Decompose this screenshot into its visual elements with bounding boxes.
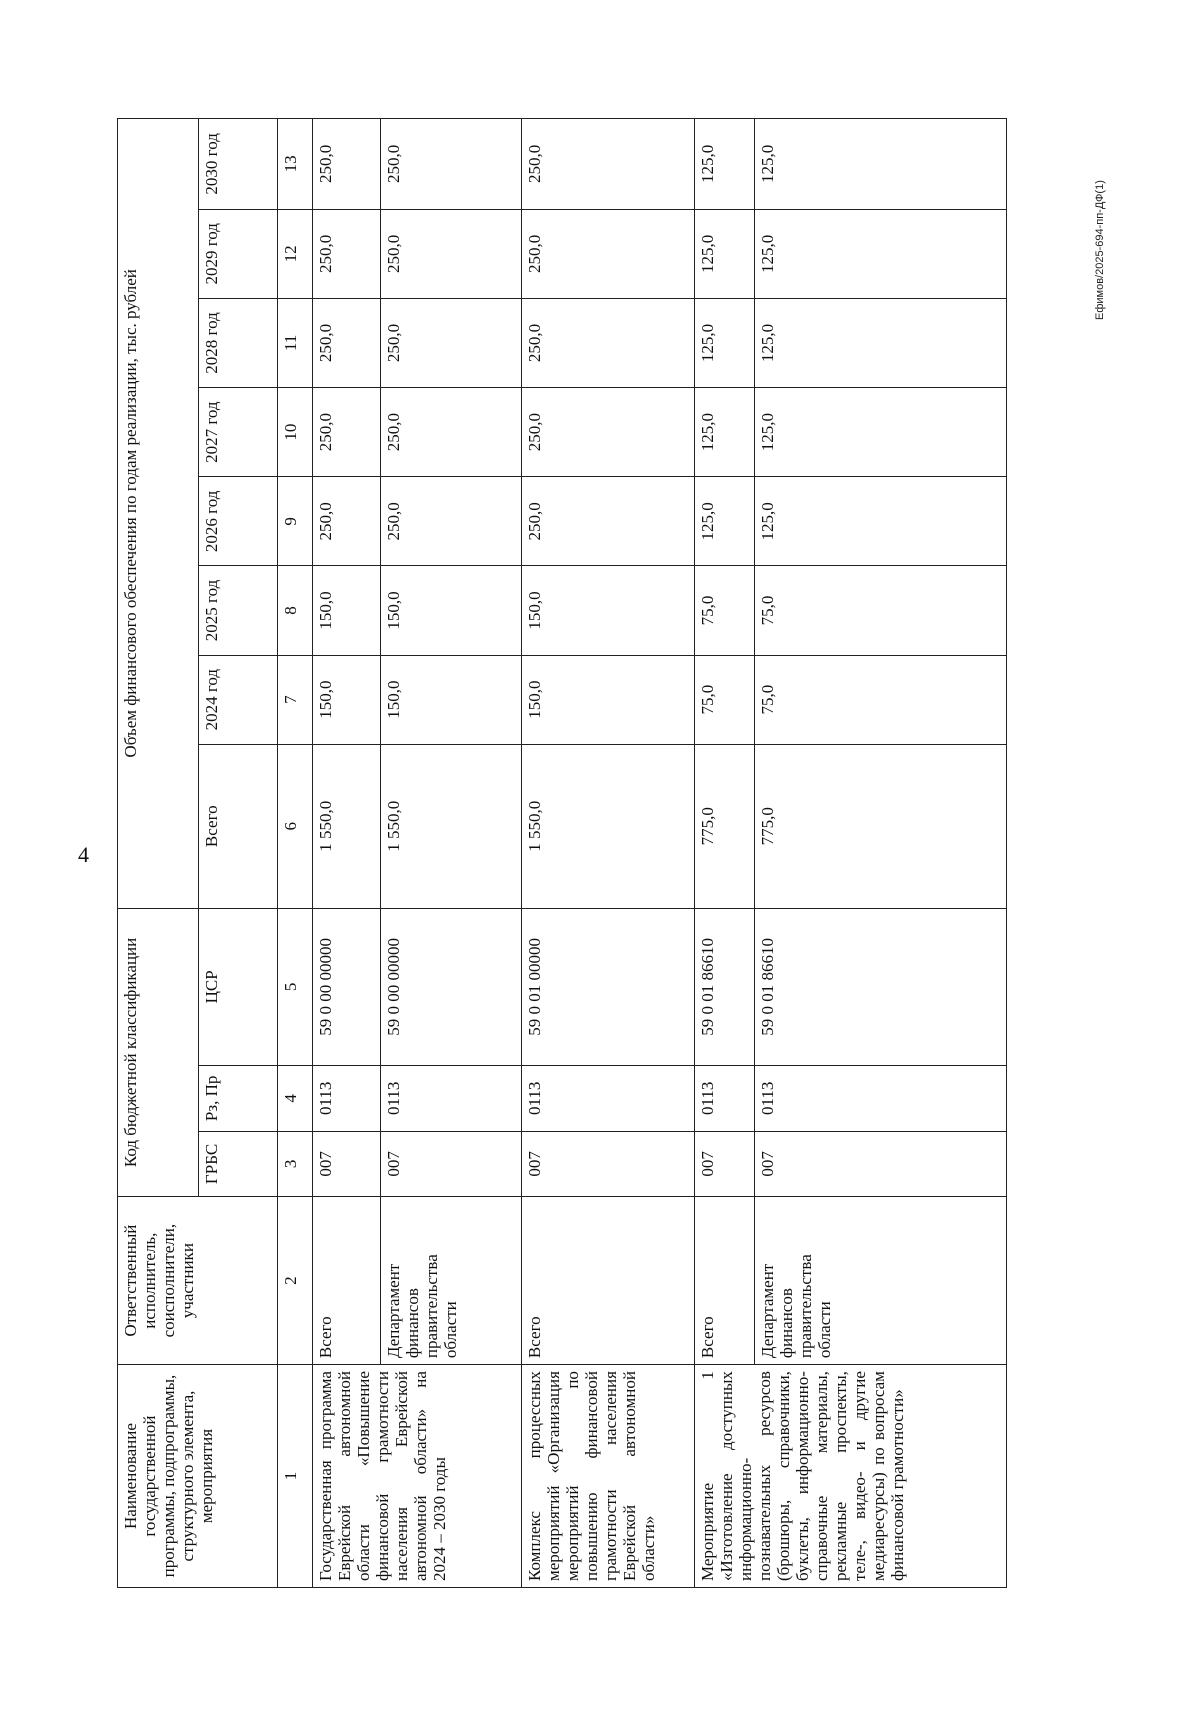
row-responsible: Всего xyxy=(313,1197,380,1365)
row-2030: 125,0 xyxy=(695,119,755,210)
row-2024: 150,0 xyxy=(313,655,380,744)
funding-table xyxy=(117,118,1007,1588)
header-funding: Объем финансового обеспечения по годам реализации, тыс. рублей xyxy=(118,119,199,909)
column-number: 5 xyxy=(277,908,313,1065)
row-2029: 250,0 xyxy=(313,209,380,298)
row-2027: 250,0 xyxy=(380,388,521,477)
row-csr: 59 0 00 00000 xyxy=(380,908,521,1065)
column-number: 6 xyxy=(277,744,313,908)
header-2030: 2030 год xyxy=(199,119,277,210)
header-budget-code: Код бюджетной классификации xyxy=(118,908,199,1197)
row-csr: 59 0 00 00000 xyxy=(313,908,380,1065)
row-responsible: Всего xyxy=(695,1197,755,1365)
row-grbs: 007 xyxy=(380,1131,521,1197)
row-2026: 250,0 xyxy=(380,477,521,566)
row-rzpr: 0113 xyxy=(521,1066,695,1132)
header-grbs: ГРБС xyxy=(199,1131,277,1197)
row-2029: 250,0 xyxy=(521,209,695,298)
header-name: Наименование государственной программы, подпрограммы, структурного элемента, мероприятия xyxy=(118,1365,278,1588)
row-2024: 150,0 xyxy=(380,655,521,744)
row-2024: 75,0 xyxy=(695,655,755,744)
header-2025: 2025 год xyxy=(199,566,277,655)
row-name-program: Государственная программа Еврейской автономной области «Повышение финансовой грамотности населения Еврейской автономной области» на 2024 – 2030 годы xyxy=(313,1365,521,1588)
row-grbs: 007 xyxy=(695,1131,755,1197)
header-2029: 2029 год xyxy=(199,209,277,298)
row-2025: 150,0 xyxy=(521,566,695,655)
row-2026: 125,0 xyxy=(755,477,1007,566)
row-2030: 250,0 xyxy=(521,119,695,210)
row-2028: 250,0 xyxy=(521,298,695,387)
row-total: 1 550,0 xyxy=(313,744,380,908)
row-2029: 125,0 xyxy=(695,209,755,298)
row-2027: 125,0 xyxy=(695,388,755,477)
rotated-table-wrapper xyxy=(117,118,1007,1588)
row-name-measure: Мероприятие 1 «Изготовление доступных информационно-познавательных ресурсов (брошюры, справочники, буклеты, информационно-справочные материалы, рекламные проспекты, теле-, видео- и другие медиаресурсы) по вопросам финансовой грамотности» xyxy=(695,1365,1007,1588)
table-row xyxy=(521,119,695,1588)
row-rzpr: 0113 xyxy=(380,1066,521,1132)
row-2025: 150,0 xyxy=(313,566,380,655)
row-2024: 150,0 xyxy=(521,655,695,744)
row-2026: 125,0 xyxy=(695,477,755,566)
row-csr: 59 0 01 86610 xyxy=(695,908,755,1065)
row-2027: 250,0 xyxy=(313,388,380,477)
row-2030: 250,0 xyxy=(380,119,521,210)
row-total: 1 550,0 xyxy=(521,744,695,908)
row-grbs: 007 xyxy=(521,1131,695,1197)
header-row-1 xyxy=(118,119,199,1588)
row-total: 775,0 xyxy=(695,744,755,908)
row-total: 1 550,0 xyxy=(380,744,521,908)
document-code: Ефимов/2025-694-пп-ДФ(1) xyxy=(1094,180,1106,320)
header-2028: 2028 год xyxy=(199,298,277,387)
header-csr: ЦСР xyxy=(199,908,277,1065)
row-csr: 59 0 01 00000 xyxy=(521,908,695,1065)
header-responsible: Ответственный исполнитель, соисполнители, участники xyxy=(118,1197,278,1365)
header-total: Всего xyxy=(199,744,277,908)
row-2030: 250,0 xyxy=(313,119,380,210)
header-2024: 2024 год xyxy=(199,655,277,744)
row-2030: 125,0 xyxy=(755,119,1007,210)
row-grbs: 007 xyxy=(313,1131,380,1197)
column-number: 9 xyxy=(277,477,313,566)
row-2029: 125,0 xyxy=(755,209,1007,298)
row-responsible: Всего xyxy=(521,1197,695,1365)
row-total: 775,0 xyxy=(755,744,1007,908)
row-2029: 250,0 xyxy=(380,209,521,298)
column-number: 7 xyxy=(277,655,313,744)
column-number: 2 xyxy=(277,1197,313,1365)
row-name-complex: Комплекс процессных мероприятий «Организация мероприятий по повышению финансовой грамотности населения Еврейской автономной области» xyxy=(521,1365,695,1588)
row-rzpr: 0113 xyxy=(313,1066,380,1132)
row-2026: 250,0 xyxy=(313,477,380,566)
column-number: 8 xyxy=(277,566,313,655)
header-2026: 2026 год xyxy=(199,477,277,566)
column-number: 12 xyxy=(277,209,313,298)
page-number: 4 xyxy=(78,842,89,867)
column-number: 4 xyxy=(277,1066,313,1132)
column-number: 11 xyxy=(277,298,313,387)
row-csr: 59 0 01 86610 xyxy=(755,908,1007,1065)
row-grbs: 007 xyxy=(755,1131,1007,1197)
row-2026: 250,0 xyxy=(521,477,695,566)
table-row xyxy=(313,119,380,1588)
row-2028: 250,0 xyxy=(313,298,380,387)
column-number: 13 xyxy=(277,119,313,210)
row-2028: 125,0 xyxy=(755,298,1007,387)
row-2028: 250,0 xyxy=(380,298,521,387)
row-2028: 125,0 xyxy=(695,298,755,387)
column-number-row xyxy=(277,119,313,1588)
column-number: 10 xyxy=(277,388,313,477)
row-rzpr: 0113 xyxy=(695,1066,755,1132)
column-number: 3 xyxy=(277,1131,313,1197)
row-2025: 150,0 xyxy=(380,566,521,655)
row-rzpr: 0113 xyxy=(755,1066,1007,1132)
row-2025: 75,0 xyxy=(695,566,755,655)
header-rzpr: Рз, Пр xyxy=(199,1066,277,1132)
header-2027: 2027 год xyxy=(199,388,277,477)
row-responsible: Департамент финансов правительства области xyxy=(380,1197,521,1365)
column-number: 1 xyxy=(277,1365,313,1588)
row-2025: 75,0 xyxy=(755,566,1007,655)
row-2027: 250,0 xyxy=(521,388,695,477)
row-2027: 125,0 xyxy=(755,388,1007,477)
row-responsible: Департамент финансов правительства области xyxy=(755,1197,1007,1365)
table-row xyxy=(695,119,755,1588)
row-2024: 75,0 xyxy=(755,655,1007,744)
